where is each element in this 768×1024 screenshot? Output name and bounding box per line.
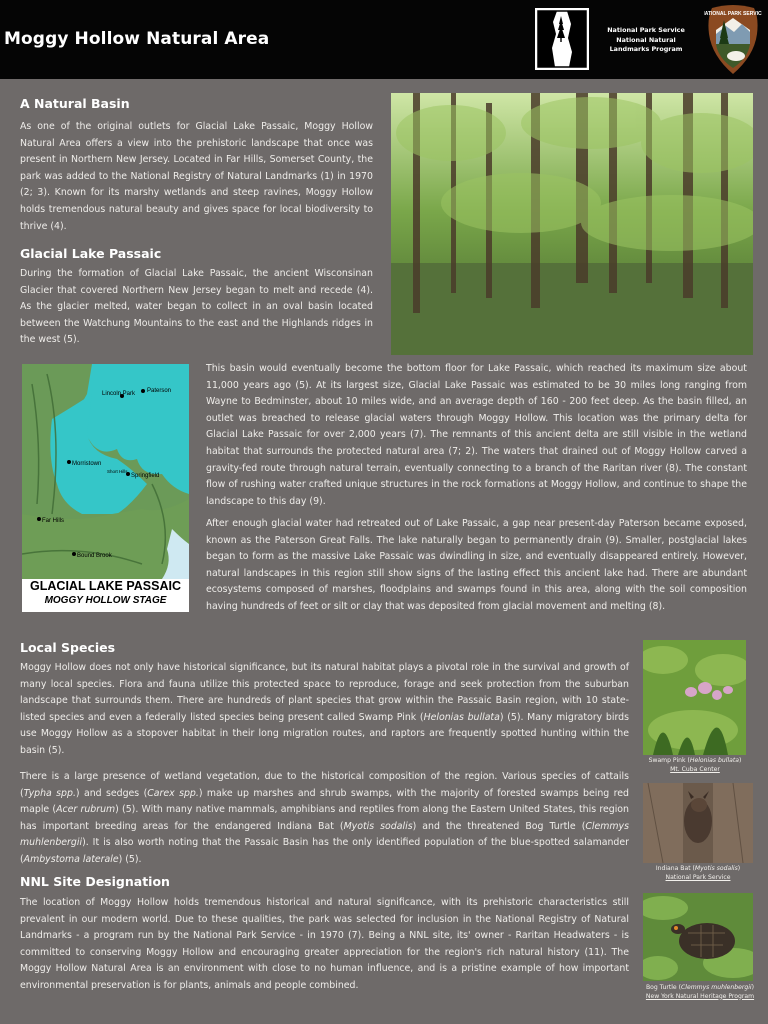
caption-text: ) [737,865,741,872]
map-label-bound-brook: Bound Brook [77,553,112,559]
caption-scientific-name: Clemmys muhlenbergii [681,984,752,991]
scientific-name: Typha spp. [23,787,76,799]
bog-turtle-caption [636,984,764,1001]
scientific-name: Clemmys muhlenbergii [20,820,629,849]
nnl-ravine-logo [535,8,589,70]
map-label-lincoln-park: Lincoln Park [102,391,136,397]
indiana-bat-photo [643,783,753,863]
text-run: There is a large presence of wetland vegetation, due to the historical composition of the region. Various species of cattails ( [20,771,629,799]
map-title-block [22,579,189,607]
text-run: ) (5). With many native mammals, amphibians and reptiles from along the Eastern United States, this region has important breeding areas for the endangered Indiana Bat ( [20,804,629,832]
text-run: ) (5). Many migratory birds use Moggy Hollow as a stopover habitat in their long migration routes, and raptors are frequently spotted hunting within the basin (5). [20,711,629,756]
program-line: Landmarks Program [609,45,683,53]
caption-text: Indiana Bat ( [655,865,695,872]
program-line: National Natural [616,35,676,44]
bog-turtle-photo [643,893,753,981]
program-line: National Park Service [607,26,685,34]
section-heading-basin: A Natural Basin [20,96,130,111]
text-run: ) (5). [118,853,142,865]
section-heading-glacial: Glacial Lake Passaic [20,246,162,261]
caption-text: Swamp Pink ( [648,757,690,764]
program-name [604,26,688,55]
forest-photo [391,93,753,355]
map-subtitle: MOGGY HOLLOW STAGE [44,595,167,606]
scientific-name: Myotis sodalis [343,820,413,832]
caption-source: National Park Service [665,873,731,881]
scientific-name: Carex spp. [147,787,199,799]
map-label-far-hills: Far Hills [42,518,64,524]
swamp-pink-photo [643,640,746,755]
nps-arrowhead-logo [704,4,762,76]
map-label-short-hills: Short Hills [107,469,128,474]
nnl-paragraph: The location of Moggy Hollow holds tremendous historical and natural significance, with its prehistoric characteristics still prevalent in our modern world. Due to these qualities, the park was selected for inclusion in the National Registry of Natural Landmarks - a program run by the National Park Service - in 1970 (7). Being a NNL site, its' owner - Raritan Headwaters - is committed to conserving Moggy Hollow and encouraging greater appreciation for the region's rich natural history (11). The Moggy Hollow Natural Area is an environment with close to no human influence, and is a pristine example of how important environmental preservation is for plants, animals and people combined. [20,897,629,991]
swamp-pink-caption [640,757,750,774]
page-title: Moggy Hollow Natural Area [4,29,270,49]
section-heading-species: Local Species [20,640,116,655]
section-heading-nnl: NNL Site Designation [20,874,170,889]
caption-scientific-name: Helonias bullata [689,757,740,764]
species-paragraph-2 [20,769,629,869]
text-run: Moggy Hollow does not only have historical significance, but its natural habitat plays a pivotal role in the survival and growth of many local species. Flora and fauna utilize this protected space to reproduce, forage and seek protection from the suburban landscape that surrounds them. There are hundreds of plant species that grow within the Passaic Basin region, with 10 state-listed species and even a federally listed species being present called Swamp Pink ( [20,662,629,723]
glacial-lake-map [22,364,189,612]
indiana-bat-caption [640,865,756,882]
scientific-name: Helonias bullata [423,711,500,723]
map-title: GLACIAL LAKE PASSAIC [30,579,181,593]
caption-text: Bog Turtle ( [645,984,681,991]
glacial-paragraph-2: This basin would eventually become the bottom floor for Lake Passaic, which reached its maximum size about 11,000 years ago (5). At its largest size, Glacial Lake Passaic was estimated to be 30 miles long ranging from Wayne to Bedminster, about 10 miles wide, and an average depth of 160 - 200 feet deep. As the basin filled, an outlet was breached to release glacial waters through Moggy Hollow. This location was the primary delta for Glacial Lake Passaic for over 2,000 years (7). The remnants of this ancient delta are still visible in the wetland habitat that surrounds the protected natural area (7; 2). The waters that drained out of Moggy Hollow carved a gravity-fed route through natural terrain, eventually connecting to a branch of the Raritan river (8). The constant flow of rushing water crafted unique structures in the rock formations at Moggy Hollow, and continue to shape the landscape to this day (9). [206,363,747,507]
caption-text: ) [751,984,755,991]
scientific-name: Ambystoma laterale [23,853,119,865]
glacial-paragraph-3: After enough glacial water had retreated out of Lake Passaic, a gap near present-day Paterson became exposed, known as the Paterson Great Falls. The lake naturally began to permanently drain (9). Smaller, postglacial lakes began to form as the massive Lake Passaic was dwindling in size, and eventually disappeared entirely. However, natural landscapes in this region still show signs of the lasting effect this ancient lake had. There are abundant ecosystems composed of marshes, floodplains and swamps found in this area, along with the soil composition having hundreds of feet or silt or clay that was deposited from glacial movement and melting (8). [206,518,747,612]
caption-source: Mt. Cuba Center [670,765,720,773]
text-run: ) make up marshes and shrub swamps, with the majority of forested swamps being red maple ( [20,787,630,816]
species-paragraph-1 [20,660,629,760]
text-run: ). It is also worth noting that the Passaic Basin has the only identified population of the blue-spotted salamander ( [20,837,629,865]
scientific-name: Acer rubrum [56,804,116,816]
caption-scientific-name: Myotis sodalis [694,865,738,872]
map-label-springfield: Springfield [131,473,160,479]
caption-text: ) [739,757,742,764]
text-run: ) and sedges ( [75,787,148,799]
text-run: ) and the threatened Bog Turtle ( [412,820,586,832]
nps-logo-text: NATIONAL PARK SERVICE [704,11,762,17]
map-label-paterson: Paterson [147,388,172,394]
glacial-paragraph-1: During the formation of Glacial Lake Passaic, the ancient Wisconsinan Glacier that covered Northern New Jersey began to melt and recede (4). As the glacier melted, water began to collect in an oval basin located between the Watchung Mountains to the east and the Highlands ridges in the west (5). [20,268,373,346]
caption-source: New York Natural Heritage Program [645,992,755,1000]
basin-paragraph: As one of the original outlets for Glacial Lake Passaic, Moggy Hollow Natural Area offers a view into the prehistoric landscape that once was present in Northern New Jersey. Located in Far Hills, Somerset County, the park was added to the National Registry of Natural Landmarks (1) in 1970 (2; 3). Known for its marshy wetlands and steep ravines, Moggy Hollow holds tremendous natural beauty and gives space for local biodiversity to thrive (4). [20,121,373,232]
header-bar [0,0,768,79]
map-label-morristown: Morristown [72,461,102,467]
